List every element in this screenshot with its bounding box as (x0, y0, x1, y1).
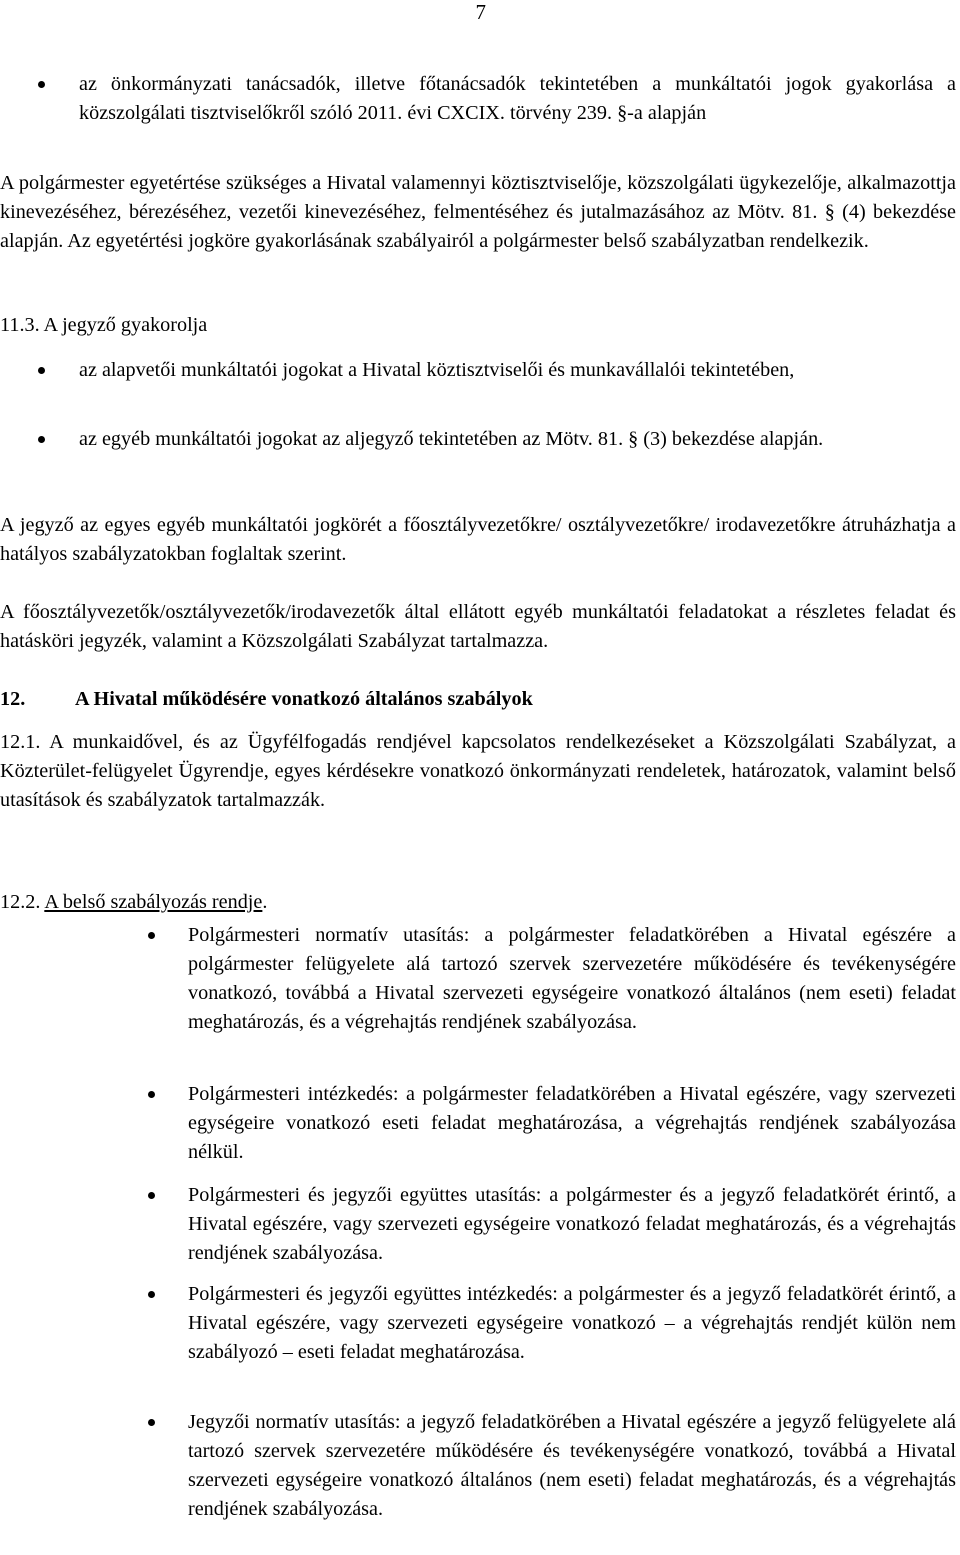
bullet-icon (148, 1091, 155, 1098)
subsection-tail: . (262, 891, 268, 913)
subsection-heading (0, 888, 956, 917)
bullet-text: az alapvetői munkáltatói jogokat a Hivatal köztisztviselői és munkavállalói tekintetében, (79, 359, 795, 381)
section-number: 12. (0, 688, 26, 710)
list-item (148, 1408, 956, 1524)
section-title: A Hivatal működésére vonatkozó általános szabályok (75, 688, 533, 710)
bullet-text: Jegyzői normatív utasítás: a jegyző feladatkörében a Hivatal egészére a jegyző felügyelete alá tartozó szervek szervezetére működésére és tevékenységére vonatkozó, továbbá a Hivatal szervezeti egységeire vonatkozó általános (nem eseti) feladat meghatározás, és a végrehajtás rendjének szabályozása. (188, 1411, 956, 1520)
bullet-text: Polgármesteri és jegyzői együttes intézkedés: a polgármester és a jegyző feladatkörét érintő, a Hivatal egészére, vagy szervezeti egységeire vonatkozó – a végrehajtás rendjét külön nem szabályozó – eseti feladat meghatározása. (188, 1283, 956, 1363)
list-item (38, 425, 956, 454)
subsection-number: 12.2. (0, 891, 41, 913)
paragraph: A jegyző az egyes egyéb munkáltatói jogkörét a főosztályvezetőkre/ osztályvezetőkre/ irodavezetőkre átruházhatja a hatályos szabályzatokban foglaltak szerint. (0, 514, 956, 565)
section-heading (0, 685, 956, 714)
paragraph: A polgármester egyetértése szükséges a Hivatal valamennyi köztisztviselője, közszolgálati ügykezelője, alkalmazottja kinevezéséhez, bérezéséhez, vezetői kinevezéséhez, felmentéséhez és jutalmazásához az Mötv. 81. § (4) bekezdése alapján. Az egyetértési jogköre gyakorlásának szabályairól a polgármester belső szabályzatban rendelkezik. (0, 172, 956, 252)
bullet-text: Polgármesteri és jegyzői együttes utasítás: a polgármester és a jegyző feladatkörét érintő, a Hivatal egészére, vagy szervezeti egységeire vonatkozó feladat meghatározás, és a végrehajtás rendjének szabályozása. (188, 1184, 956, 1264)
bullet-text: Polgármesteri intézkedés: a polgármester feladatkörében a Hivatal egészére, vagy szervezeti egységeire vonatkozó eseti feladat meghatározása, a végrehajtás rendjének szabályozása nélkül. (188, 1083, 956, 1163)
paragraph: 12.1. A munkaidővel, és az Ügyfélfogadás rendjével kapcsolatos rendelkezéseket a Közszolgálati Szabályzat, a Közterület-felügyelet Ügyrendje, egyes kérdésekre vonatkozó önkormányzati rendeletek, határozatok, valamint belső utasítások és szabályzatok tartalmazzák. (0, 731, 956, 811)
page-number: 7 (475, 0, 486, 24)
bullet-text: az önkormányzati tanácsadók, illetve főtanácsadók tekintetében a munkáltatói jogok gyakorlása a közszolgálati tisztviselőkről szóló 2011. évi CXCIX. törvény 239. §-a alapján (79, 73, 956, 124)
list-item (38, 70, 956, 128)
bullet-icon (38, 367, 45, 374)
bullet-text: Polgármesteri normatív utasítás: a polgármester feladatkörében a Hivatal egészére a polgármester felügyelete alá tartozó szervek szervezetére működésére és tevékenységére vonatkozó, továbbá a Hivatal szervezeti egységeire vonatkozó általános (nem eseti) feladat meghatározás, és a végrehajtás rendjének szabályozása. (188, 924, 956, 1033)
bullet-icon (148, 1192, 155, 1199)
bullet-icon (38, 436, 45, 443)
list-item (148, 1181, 956, 1268)
bullet-icon (148, 1419, 155, 1426)
list-item (38, 356, 956, 385)
bullet-text: az egyéb munkáltatói jogokat az aljegyző tekintetében az Mötv. 81. § (3) bekezdése alapján. (79, 428, 824, 450)
bullet-icon (148, 1291, 155, 1298)
list-item (148, 921, 956, 1037)
paragraph: 11.3. A jegyző gyakorolja (0, 314, 208, 336)
paragraph: A főosztályvezetők/osztályvezetők/irodavezetők által ellátott egyéb munkáltatói feladatokat a részletes feladat és hatásköri jegyzék, valamint a Közszolgálati Szabályzat tartalmazza. (0, 601, 956, 652)
bullet-icon (38, 81, 45, 88)
bullet-icon (148, 932, 155, 939)
list-item (148, 1280, 956, 1367)
subsection-title: A belső szabályozás rendje (44, 891, 263, 913)
list-item (148, 1080, 956, 1167)
